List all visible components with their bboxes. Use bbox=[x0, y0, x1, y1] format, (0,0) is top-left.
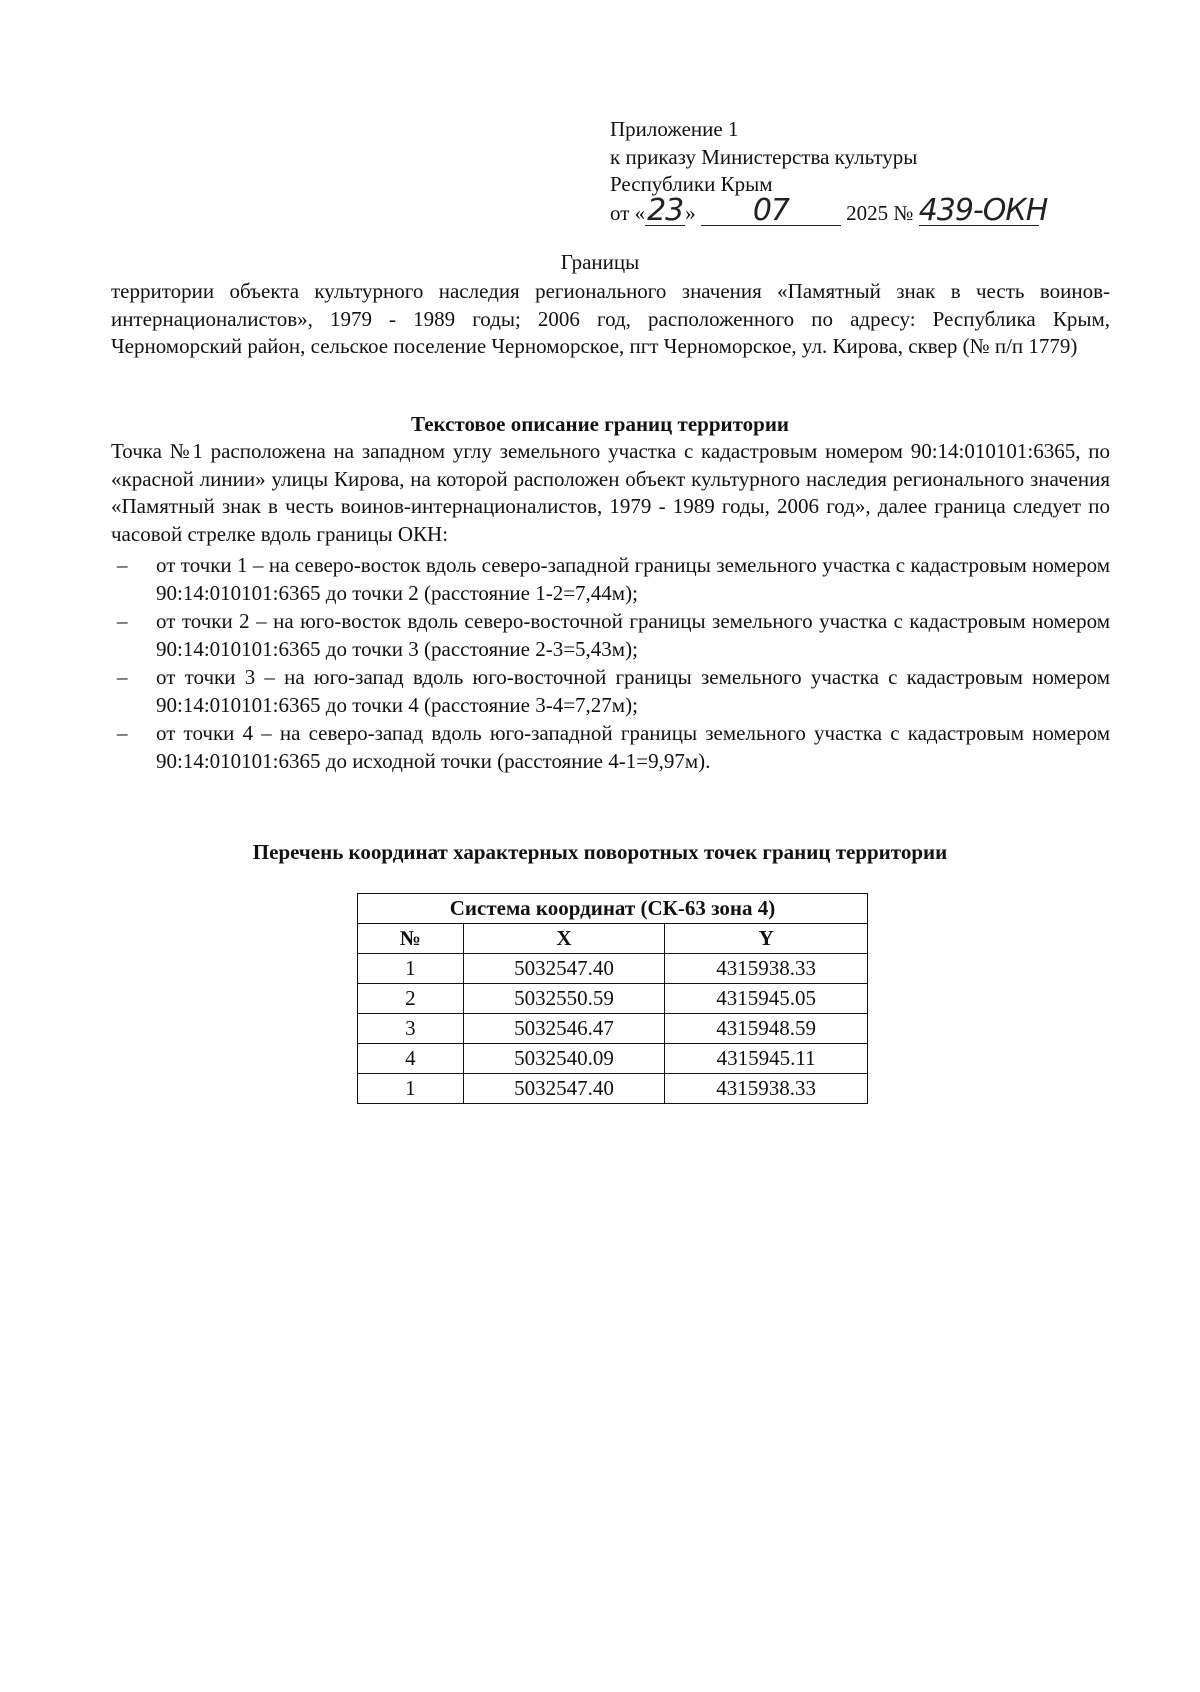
list-item bbox=[111, 720, 1110, 775]
x-cell: 5032546.47 bbox=[463, 1014, 665, 1044]
y-cell: 4315945.05 bbox=[665, 984, 868, 1014]
y-cell: 4315948.59 bbox=[665, 1014, 868, 1044]
x-cell: 5032547.40 bbox=[463, 1074, 665, 1104]
dash-bullet: – bbox=[117, 609, 128, 633]
x-cell: 5032550.59 bbox=[463, 984, 665, 1014]
list-item bbox=[111, 552, 1110, 607]
order-month-handwritten: 07 bbox=[752, 192, 789, 228]
point-number-cell: 1 bbox=[358, 1074, 464, 1104]
dash-bullet: – bbox=[117, 665, 128, 689]
y-cell: 4315938.33 bbox=[665, 954, 868, 984]
appendix-line-2: к приказу Министерства культуры bbox=[610, 144, 918, 169]
text-description-heading: Текстовое описание границ территории bbox=[410, 412, 790, 436]
table-row bbox=[358, 1074, 868, 1104]
list-item-text: от точки 4 – на северо-запад вдоль юго-западной границы земельного участка с кадастровым номером 90:14:010101:6365 до исходной точки (расстояние 4-1=9,97м). bbox=[156, 721, 1110, 773]
column-header-y: Y bbox=[665, 924, 868, 954]
table-row bbox=[358, 1044, 868, 1074]
boundary-list bbox=[111, 552, 1110, 775]
list-item-text: от точки 2 – на юго-восток вдоль северо-восточной границы земельного участка с кадастровым номером 90:14:010101:6365 до точки 3 (расстояние 2-3=5,43м); bbox=[156, 609, 1110, 661]
order-year: 2025 № bbox=[846, 200, 914, 225]
table-row bbox=[358, 984, 868, 1014]
x-cell: 5032547.40 bbox=[463, 954, 665, 984]
coordinates-table bbox=[357, 893, 868, 1104]
y-cell: 4315945.11 bbox=[665, 1044, 868, 1074]
appendix-line-1: Приложение 1 bbox=[610, 117, 739, 141]
column-header-number: № bbox=[358, 924, 464, 954]
list-item-text: от точки 1 – на северо-восток вдоль северо-западной границы земельного участка с кадастровым номером 90:14:010101:6365 до точки 2 (расстояние 1-2=7,44м); bbox=[156, 553, 1110, 605]
table-caption-row bbox=[358, 894, 868, 924]
order-number-handwritten: 439-ОКН bbox=[918, 192, 1048, 228]
table-row bbox=[358, 954, 868, 984]
point-number-cell: 1 bbox=[358, 954, 464, 984]
document-subtitle: территории объекта культурного наследия регионального значения «Памятный знак в честь воинов- интернационалистов», 1979 - 1989 годы; 2006 год, расположенного по адресу: Республика Крым, Черноморский район, сельское поселение Черноморское, пгт Черноморское, ул. Кирова, сквер (№ п/п 1779) bbox=[111, 279, 1110, 358]
coordinate-system-cell: Система координат (СК-63 зона 4) bbox=[358, 894, 868, 924]
point-number-cell: 2 bbox=[358, 984, 464, 1014]
x-cell: 5032540.09 bbox=[463, 1044, 665, 1074]
point-number-cell: 3 bbox=[358, 1014, 464, 1044]
order-day bbox=[645, 192, 685, 228]
y-cell: 4315938.33 bbox=[665, 1074, 868, 1104]
coordinates-heading: Перечень координат характерных поворотных точек границ территории bbox=[252, 840, 948, 864]
text-description-body bbox=[111, 438, 1110, 776]
order-month bbox=[701, 192, 841, 228]
order-date-line bbox=[610, 192, 1130, 228]
dash-bullet: – bbox=[117, 721, 128, 745]
appendix-line-3: Республики Крым bbox=[610, 172, 773, 196]
list-item bbox=[111, 664, 1110, 719]
list-item-text: от точки 3 – на юго-запад вдоль юго-восточной границы земельного участка с кадастровым номером 90:14:010101:6365 до точки 4 (расстояние 3-4=7,27м); bbox=[156, 665, 1110, 717]
table-header-row bbox=[358, 924, 868, 954]
column-header-x: X bbox=[463, 924, 665, 954]
document-title: Границы bbox=[560, 250, 640, 274]
dash-bullet: – bbox=[117, 553, 128, 577]
date-prefix: от « bbox=[610, 200, 646, 225]
intro-paragraph: Точка №1 расположена на западном углу земельного участка с кадастровым номером 90:14:010101:6365, по «красной линии» улицы Кирова, на которой расположен объект культурного наследия регионального значения «Памятный знак в честь воинов-интернационалистов, 1979 - 1989 годы, 2006 год», далее граница следует по часовой стрелке вдоль границы ОКН: bbox=[111, 439, 1110, 546]
list-item bbox=[111, 608, 1110, 663]
order-day-handwritten: 23 bbox=[647, 192, 684, 228]
appendix-block bbox=[610, 116, 1130, 227]
point-number-cell: 4 bbox=[358, 1044, 464, 1074]
date-mid: » bbox=[685, 200, 696, 225]
order-number bbox=[918, 192, 1048, 228]
table-row bbox=[358, 1014, 868, 1044]
